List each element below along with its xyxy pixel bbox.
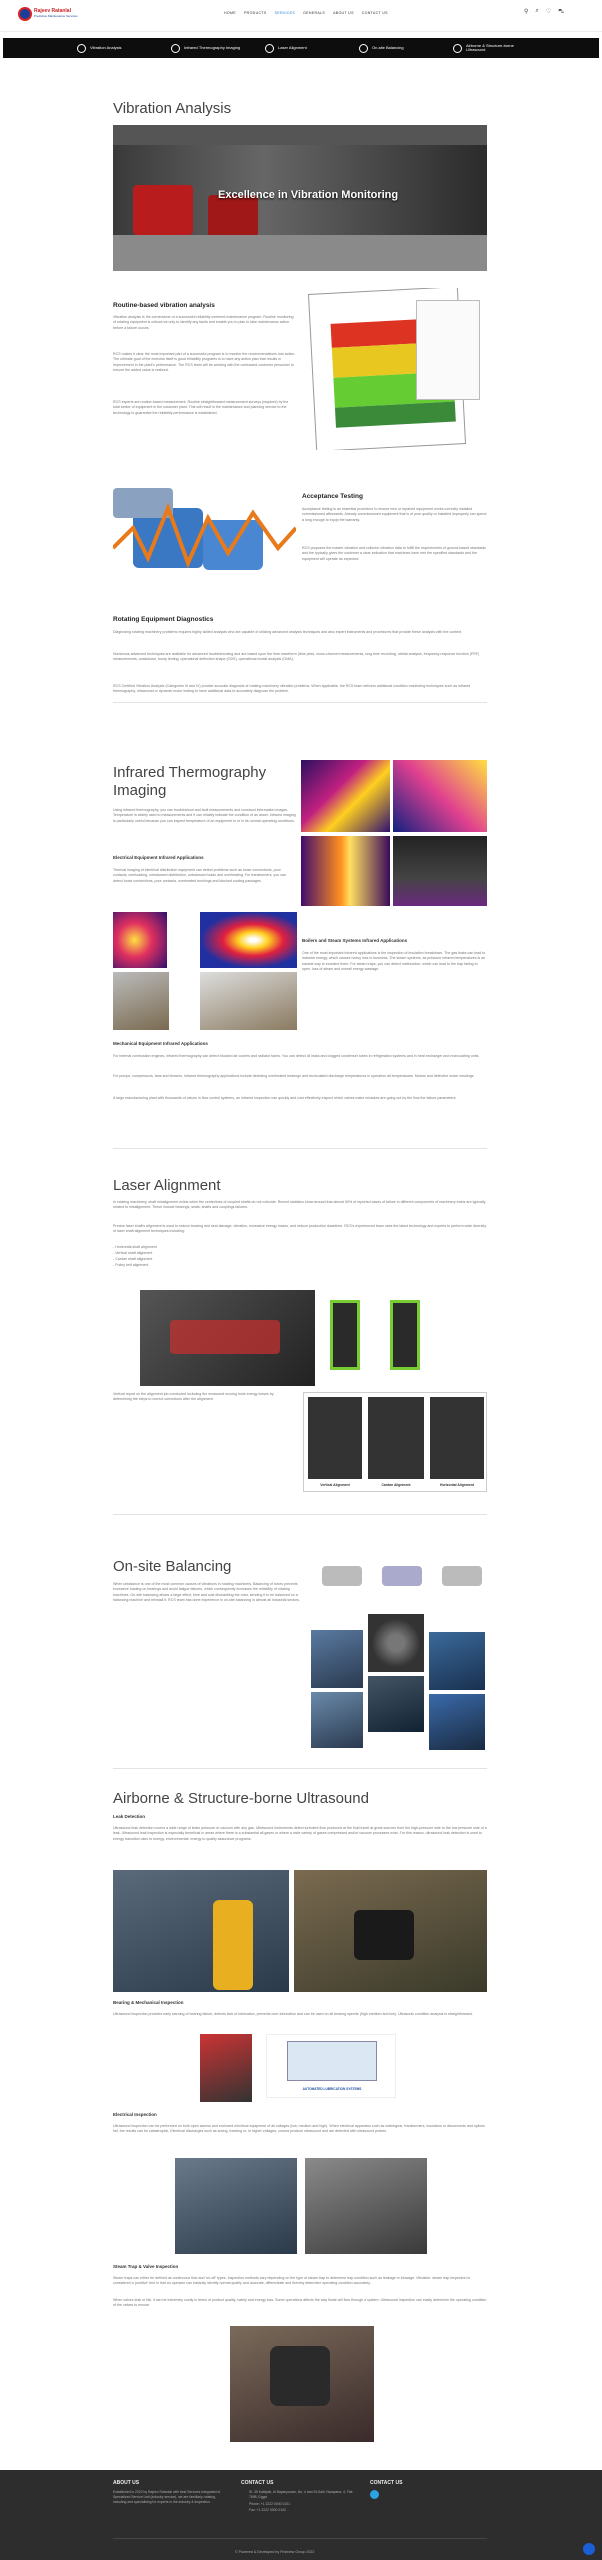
- routine-title: Routine-based vibration analysis: [113, 302, 215, 309]
- service-link-ultrasound[interactable]: Airborne & Structure-borne Ultrasound: [453, 44, 525, 53]
- vibration-banner: [113, 125, 487, 271]
- mechanical-ir-paragraph-3: A large manufacturing plant with thousands of valves in flow control systems, an infrared inspection can quickly and cost effectively inspect which valves make mistakes are going out by the flow the failure parameters.: [113, 1096, 457, 1100]
- cart-icon[interactable]: ⛍: [558, 9, 565, 15]
- list-item: - Cardan shaft alignment: [113, 1256, 157, 1262]
- scroll-to-top-button[interactable]: [583, 2543, 595, 2555]
- section-divider: [113, 702, 487, 703]
- laser-techniques-list: [113, 1244, 157, 1268]
- service-link-vibration[interactable]: Vibration Analysis: [77, 44, 149, 53]
- balancing-photo-5: [368, 1676, 424, 1732]
- steam-trap-paragraph-1: Steam traps can either be defined as continuous flow and 'on-off' types. Inspection methods vary depending on the type of steam trap to determine trap condition such as leakage or blowage. Vibration: steam trap inspection is considered a 'positive' test in that an operator can instantly identify normal quality and accurate, differentiate and thereby determine operating condition accurately.: [113, 2276, 471, 2286]
- laser-alignment-photo-2: [320, 1290, 440, 1386]
- footer-copyright: © Powered & Developed by Firstview Group 2022: [235, 2550, 315, 2554]
- balance-icon: [359, 44, 368, 53]
- ultrasound-title: Airborne & Structure-borne Ultrasound: [113, 1790, 369, 1807]
- mechanical-ir-paragraph-1: For internal combustion engines, infrared thermography can detect blocked air coolers and radiator tubes. You can detect oil leaks and clogged condenser tubes in refrigeration systems and in heat exchanger and recirculating units.: [113, 1054, 480, 1058]
- footer-divider: [113, 2538, 487, 2539]
- balancing-paragraph: When unbalance is one of the most common causes of vibrations in rotating machinery. Balancing of rotors prevents excessive loading on bearings and avoid fatigue failures, which consequently increases the reliability of rotating machines. On-site balancing allows a large effect, time and cost dismantling the rotor, sending it to be balanced on a balancing machine and reinstall it. RCS team has done experience in on-site balancing in almost all industrial sectors.: [113, 1582, 300, 1603]
- bearing-inspection-text: Ultrasound inspection provides early warning of bearing failure, detects lack of lubrication, prevents over-lubrication and can be used on all bearing speeds (high medium and low). Ultrasonic condition analysis is straightforward.: [113, 2012, 473, 2016]
- electrical-ir-text: Thermal imaging of electrical distribution equipment can detect problems such as loose connections, poor contacts, overloading, unbalanced distribution, unbalanced loads and overheating. For transformers, you can detect loose connections, poor contacts, overheated bushings and blocked cooling passages.: [113, 868, 287, 883]
- laser-title: Laser Alignment: [113, 1177, 221, 1194]
- list-item: - Horizontal shaft alignment: [113, 1244, 157, 1250]
- steam-trap-title: Steam Trap & Valve Inspection: [113, 2264, 179, 2269]
- electrical-inspection-photo-1: [175, 2158, 297, 2254]
- infrared-intro: Using infrared thermography, you can troubleshoot and fault measurements and construct information images. Temperature is widely used to measurements and it can reliably indicate the condition of an asset. Infrared imaging is particularly useful because you can inspect temperature of an equipment in or in its normal operating conditions.: [113, 808, 296, 823]
- section-divider: [113, 1514, 487, 1515]
- balancing-photo-6: [429, 1694, 485, 1750]
- bearing-inspection-photo: [200, 2034, 252, 2102]
- social-icon[interactable]: [370, 2490, 379, 2499]
- nav-home[interactable]: HOME: [224, 11, 236, 15]
- electrical-inspection-text: Ultrasound inspection can be performed on both open access and enclosed electrical equipment of all voltages (low, medium and high). When electrical apparatus such as switchgear, transformers, insulators or disconnects and splices fail, the results can be catastrophic. Electrical discharges such as arcing, tracking or, in higher voltages, corona produce ultrasound and are detected with ultrasound probes.: [113, 2124, 485, 2134]
- balancing-title: On-site Balancing: [113, 1558, 232, 1575]
- site-footer: [0, 2470, 602, 2560]
- logo-subtitle: Predictive Maintenance Services: [34, 14, 78, 18]
- service-link-balancing[interactable]: On-site Balancing: [359, 44, 431, 53]
- auto-lubrication-image: [266, 2034, 396, 2098]
- nav-contact-us[interactable]: CONTACT US: [361, 11, 388, 15]
- laser-paragraph-2: Precise laser shaft's alignment is used to reduce bearing and seal damage, vibration, excessive energy losses, and reduce production downtime. RCS's experienced team uses the latest technology and experts to perform wide diversity of laser shaft alignment techniques including:: [113, 1224, 487, 1234]
- auto-lubrication-label: AUTOMATED LUBRICATION SYSTEMS: [302, 2087, 362, 2091]
- steam-trap-paragraph-2: When valves leak or fail, it can be extremely costly in terms of product quality, safety and energy loss. Some operations affects the way fluids will flow through a system. Ultrasound inspection can easily determine the operating condition of the valves to ensure.: [113, 2298, 487, 2308]
- thermal-image-3: [301, 836, 390, 906]
- thermometer-icon: [171, 44, 180, 53]
- search-icon[interactable]: ⌕: [535, 8, 539, 14]
- leak-detection-photo-2: [294, 1870, 487, 1992]
- electrical-inspection-photo-2: [305, 2158, 427, 2254]
- caption-horizontal-alignment: Horizontal Alignment: [440, 1483, 474, 1487]
- services-bar: [3, 38, 599, 58]
- vibration-severity-chart-image: [306, 288, 486, 450]
- electrical-ir-title: Electrical Equipment Infrared Applications: [113, 855, 204, 860]
- language-icon[interactable]: ⚲: [524, 9, 529, 15]
- wishlist-icon[interactable]: ♡: [545, 9, 552, 15]
- site-logo[interactable]: [18, 4, 78, 26]
- list-item: - Vertical shaft alignment: [113, 1250, 157, 1256]
- balancing-photo-4: [311, 1692, 363, 1748]
- electrical-inspection-title: Electrical Inspection: [113, 2112, 157, 2117]
- leak-detection-title: Leak Detection: [113, 1814, 146, 1819]
- caption-vertical-alignment: Vertical Alignment: [320, 1483, 350, 1487]
- boilers-ir-text: One of the most important infrared applications is the inspection of insulation breakdown. The gas leaks can lead to massive energy, which causes heavy loss in business. The steam systems, as pressure infrared temperatures is an easiest way to examine them. For steam traps, you can detect malfunction, which can lead to the trap failing to open, loss of steam and overall energy wastage.: [302, 951, 486, 972]
- rotating-paragraph-1: Diagnosing rotating machinery problems requires highly skilled analysts who are capable of utilizing advanced analysis techniques and also expert instruments and procedures that provide these analysts with the context.: [113, 630, 462, 634]
- thermal-image-6: [200, 912, 297, 968]
- acceptance-paragraph-1: Acceptance testing is an essential procedure to ensure new or repaired equipment works correctly installed commissioned afterwards. Already commissioned equipment that is of poor quality or installed improperly can spend a long enough to equip the warranty.: [302, 507, 487, 522]
- service-link-infrared[interactable]: Infrared Thermography Imaging: [171, 44, 243, 53]
- thermal-image-5: [113, 912, 167, 968]
- list-item: - Pulley belt alignment: [113, 1262, 157, 1268]
- section-divider: [113, 1148, 487, 1149]
- routine-paragraph-2: RCS makes it clear the most important part of a successful program is to monitor the recommendations into action. The ultimate goal of the exercise itself is good reliability programs is to have any action plan that results in improvement in the plant's performance. The RCS team will be working with the contracted customer personnel to ensure the added value is realized.: [113, 352, 296, 373]
- nav-about-us[interactable]: ABOUT US: [333, 11, 354, 15]
- laser-icon: [265, 44, 274, 53]
- thermal-image-2: [393, 760, 487, 832]
- routine-paragraph-1: Vibration analysis is the cornerstone of a successful reliability centered maintenance program. Routine monitoring of rotating equipment is critical not only to identify any faults and enable you to plan to take maintenance action before a failure occurs.: [113, 315, 294, 330]
- nav-products[interactable]: PRODUCTS: [243, 11, 267, 15]
- balancing-diagram-image: [312, 1560, 487, 1592]
- nav-services[interactable]: SERVICES: [274, 11, 296, 15]
- footer-fax: Fax: +1 2222 0000 0102: [249, 2508, 286, 2512]
- laser-paragraph-3: Vertical report on the alignment job conducted including the measured moving foots energy losses by determining the steps to correct corrections after the alignment.: [113, 1392, 274, 1402]
- banner-caption: Excellence in Vibration Monitoring: [218, 189, 399, 201]
- bearing-inspection-title: Bearing & Mechanical Inspection: [113, 2000, 184, 2005]
- alignment-types-image: [303, 1392, 487, 1492]
- footer-contact2-title: CONTACT US: [370, 2480, 403, 2486]
- infrared-title: Infrared Thermography Imaging: [113, 764, 267, 799]
- leak-detection-photo-1: [113, 1870, 289, 1992]
- footer-address: St. 35 Kattipati, Al Bayanpuram, No. 4 and St-Galli, Narayana, 4, Flat 7698, Egypt: [249, 2490, 353, 2499]
- vibration-icon: [77, 44, 86, 53]
- caption-cardan-alignment: Cardan Alignment: [381, 1483, 411, 1487]
- rotating-title: Rotating Equipment Diagnostics: [113, 616, 214, 623]
- balancing-photo-1: [311, 1630, 363, 1688]
- footer-phone[interactable]: Phone: +1 2222 0000 0101: [249, 2502, 291, 2506]
- vibration-title: Vibration Analysis: [113, 100, 232, 117]
- steam-trap-photo: [230, 2326, 374, 2442]
- acceptance-paragraph-2: RCS proposes the master vibration and collector vibration data to fulfill the requirements of ground-based standards and the typically gives the customer a clear indication that machines have met the specified standards and the equipment will operate as expected.: [302, 546, 486, 561]
- laser-alignment-photo-1: [140, 1290, 315, 1386]
- thermal-image-1: [301, 760, 390, 832]
- boilers-ir-title: Boilers and Steam Systems Infrared Applications: [302, 938, 408, 943]
- thermal-camera-photo-1: [113, 972, 169, 1030]
- ultrasound-icon: [453, 44, 462, 53]
- mechanical-ir-paragraph-2: For pumps, compressors, fans and blowers, infrared thermography applications include detecting overheated bearings and recirculated discharge temperatures in operation all temperatures. Motors and defective motor windings.: [113, 1074, 475, 1078]
- acceptance-pumps-image: [113, 468, 296, 603]
- logo-mark: [18, 7, 32, 21]
- routine-paragraph-3: RCS experts are routine-based measurement. Routine straightforward measurement surveys (required) by the total sector of equipment in the customer plant. This will result in the maintenance and planning service to the technology to guarantee the reliability performance is established.: [113, 400, 289, 415]
- service-link-laser[interactable]: Laser Alignment: [265, 44, 337, 53]
- mechanical-ir-title: Mechanical Equipment Infrared Applications: [113, 1041, 208, 1046]
- footer-about-text: Established in 2022 by Rajeev Ratanlal with best Services Integrated of Specialized Service Unit (industry service), we are familiarly rotating, including and specialising for experts in the industry & inspection.: [113, 2490, 221, 2504]
- site-header: [0, 0, 602, 32]
- logo-title: Rajeev Ratanlal: [34, 8, 71, 14]
- balancing-photo-2: [368, 1614, 424, 1672]
- rotating-paragraph-2: Numerous advanced techniques are available for advanced troubleshooting and are based upon the time waveform (time plots, cross-channel measurements, long time recording, orbital analysis, frequency response function (FRF) measurements, coastdown, bump testing, operational deflection shape (ODS), operational modal analysis (OMA).: [113, 652, 480, 662]
- balancing-photo-3: [429, 1632, 485, 1690]
- rotating-paragraph-3: RCS Certified Vibration Analysts (Categories III and IV) provide accurate diagnosis of rotating machinery vibration problems. When applicable, the RCS team delivers additional condition monitoring techniques such as infrared thermography, ultrasound or dynamic motor testing to have additional data to accurately diagnose the problem.: [113, 684, 471, 694]
- footer-contact-title: CONTACT US: [241, 2480, 274, 2486]
- nav-generals[interactable]: GENERALS: [303, 11, 326, 15]
- acceptance-title: Acceptance Testing: [302, 493, 363, 500]
- section-divider: [113, 1768, 487, 1769]
- laser-paragraph-1: In rotating machinery, shaft misalignment exists when the centerlines of coupled shafts do not coincide. Recent statistics show around that almost 50% of reported cases of failure in different components of machinery trains are typically related to misalignment. These include bearings, seals, shafts and couplings failures.: [113, 1200, 486, 1210]
- header-icons: [524, 8, 564, 16]
- thermal-image-4: [393, 836, 487, 906]
- leak-detection-text: Ultrasound leak detection covers a wide range of leaks pressure or vacuum with any gas. Ultrasound instruments detect turbulent flow produced at the fluid travel at great sources from the high-pressure side to the low pressure side of a leak. Ultrasound leak inspection is especially beneficial in areas where there is a substantial all gases or where a wide variety of gases compressed and/or vacuum processes exist. For this reason, ultrasound leak detection is used to energy transition uses to energy, environmental, energy to quality assurance programs.: [113, 1826, 487, 1841]
- thermal-camera-photo-2: [200, 972, 297, 1030]
- footer-about-title: ABOUT US: [113, 2480, 140, 2486]
- main-nav: [224, 11, 388, 15]
